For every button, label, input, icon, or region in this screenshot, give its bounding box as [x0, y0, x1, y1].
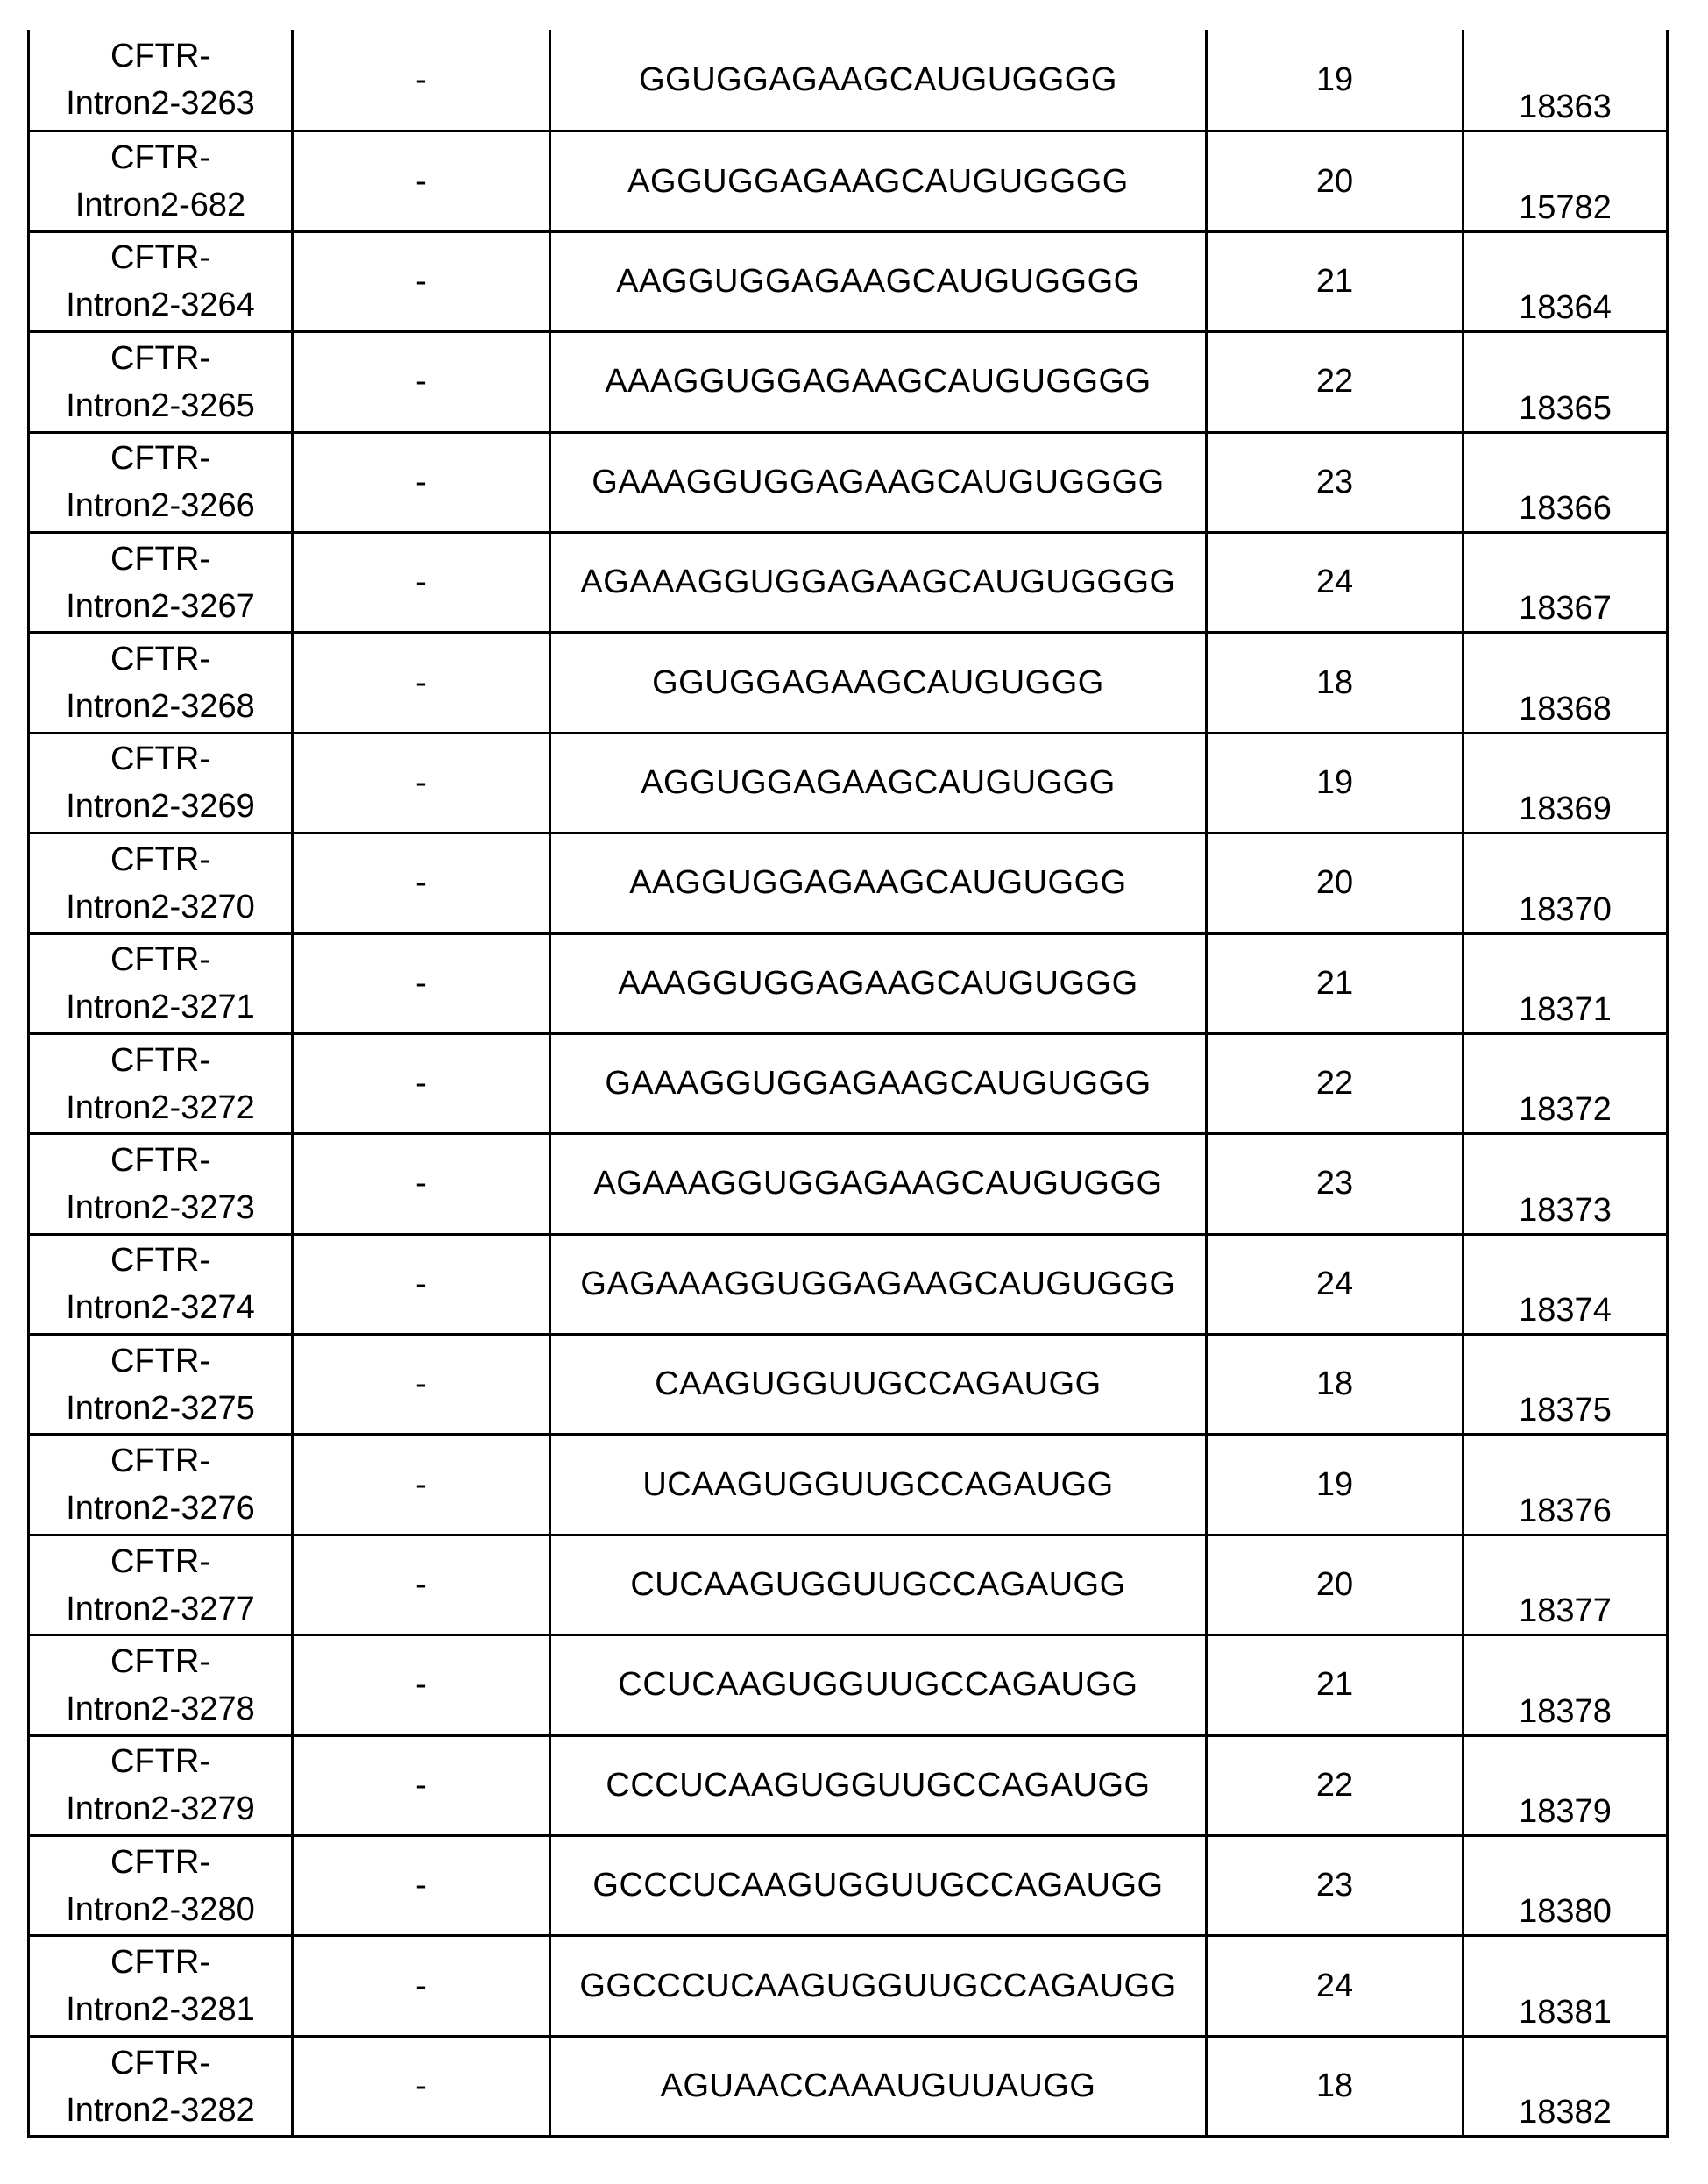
sequence-cell: GAGAAAGGUGGAGAAGCAUGUGGG: [551, 1236, 1208, 1333]
length-cell: 18: [1208, 1336, 1464, 1433]
table-row: [30, 1433, 1666, 1533]
name-line1: CFTR-: [110, 1743, 210, 1781]
sequence-table: [27, 30, 1669, 2138]
table-row: [30, 230, 1666, 330]
name-cell: [30, 1135, 294, 1232]
name-line2: Intron2-3263: [66, 85, 255, 123]
seq-id-cell: 18371: [1519, 990, 1612, 1028]
sequence-cell: GGUGGAGAAGCAUGUGGG: [551, 634, 1208, 731]
name-line1: CFTR-: [110, 741, 210, 778]
name-line1: CFTR-: [110, 440, 210, 478]
sequence-cell: CAAGUGGUUGCCAGAUGG: [551, 1336, 1208, 1433]
name-cell: [30, 734, 294, 832]
length-cell: 19: [1208, 30, 1464, 130]
name-line2: Intron2-682: [74, 187, 246, 224]
seq-id-cell: 18367: [1519, 590, 1612, 628]
seq-id-cell: 18382: [1519, 2094, 1612, 2131]
modification-cell: -: [294, 1737, 551, 1834]
length-cell: 21: [1208, 935, 1464, 1032]
name-line1: CFTR-: [110, 1041, 210, 1079]
sequence-cell: AGGUGGAGAAGCAUGUGGG: [551, 734, 1208, 832]
name-cell: [30, 1035, 294, 1132]
sequence-cell: CUCAAGUGGUUGCCAGAUGG: [551, 1536, 1208, 1634]
name-line2: Intron2-3273: [66, 1188, 255, 1226]
sequence-cell: AAAGGUGGAGAAGCAUGUGGGG: [551, 333, 1208, 430]
length-cell: 19: [1208, 734, 1464, 832]
seq-id-cell: 18381: [1519, 1993, 1612, 2031]
table-row: [30, 1734, 1666, 1834]
sequence-cell: AGUAACCAAAUGUUAUGG: [551, 2038, 1208, 2135]
name-cell: [30, 1436, 294, 1533]
name-line2: Intron2-3277: [66, 1590, 255, 1627]
modification-cell: -: [294, 1436, 551, 1533]
name-cell: [30, 834, 294, 932]
table-row: [30, 30, 1666, 130]
name-line1: CFTR-: [110, 38, 210, 75]
modification-cell: -: [294, 1636, 551, 1734]
name-line1: CFTR-: [110, 1542, 210, 1580]
name-line1: CFTR-: [110, 239, 210, 277]
name-line2: Intron2-3281: [66, 1991, 255, 2029]
name-line2: Intron2-3271: [66, 989, 255, 1026]
modification-cell: -: [294, 834, 551, 932]
name-line1: CFTR-: [110, 1843, 210, 1881]
table-row: [30, 932, 1666, 1032]
sequence-cell: GAAAGGUGGAGAAGCAUGUGGGG: [551, 434, 1208, 531]
seq-id-cell: 18375: [1519, 1392, 1612, 1429]
length-cell: 24: [1208, 534, 1464, 631]
seq-id-cell: 18363: [1519, 89, 1612, 126]
name-cell: [30, 1937, 294, 2034]
name-cell: [30, 534, 294, 631]
table-row: [30, 1634, 1666, 1734]
name-line1: CFTR-: [110, 840, 210, 878]
modification-cell: -: [294, 1536, 551, 1634]
table-row: [30, 2035, 1666, 2135]
length-cell: 23: [1208, 434, 1464, 531]
name-line2: Intron2-3266: [66, 487, 255, 525]
name-line1: CFTR-: [110, 339, 210, 377]
name-line2: Intron2-3274: [66, 1289, 255, 1327]
name-line2: Intron2-3279: [66, 1790, 255, 1828]
name-cell: [30, 2038, 294, 2135]
name-line2: Intron2-3278: [66, 1690, 255, 1727]
modification-cell: -: [294, 534, 551, 631]
sequence-cell: GCCCUCAAGUGGUUGCCAGAUGG: [551, 1837, 1208, 1934]
sequence-cell: AAGGUGGAGAAGCAUGUGGGG: [551, 233, 1208, 330]
seq-id-cell: 18377: [1519, 1592, 1612, 1630]
sequence-cell: AAGGUGGAGAAGCAUGUGGG: [551, 834, 1208, 932]
table-row: [30, 1233, 1666, 1333]
modification-cell: -: [294, 634, 551, 731]
table-row: [30, 330, 1666, 430]
seq-id-cell: 18374: [1519, 1292, 1612, 1330]
seq-id-cell: 18370: [1519, 890, 1612, 928]
sequence-cell: GGUGGAGAAGCAUGUGGGG: [551, 30, 1208, 130]
table-row: [30, 531, 1666, 631]
table-row: [30, 1132, 1666, 1232]
length-cell: 21: [1208, 233, 1464, 330]
name-line2: Intron2-3282: [66, 2091, 255, 2129]
table-row: [30, 431, 1666, 531]
length-cell: 18: [1208, 2038, 1464, 2135]
table-row: [30, 1534, 1666, 1634]
modification-cell: -: [294, 434, 551, 531]
seq-id-cell: 18368: [1519, 690, 1612, 727]
modification-cell: -: [294, 1336, 551, 1433]
name-line1: CFTR-: [110, 2044, 210, 2081]
table-row: [30, 832, 1666, 932]
seq-id-cell: 18369: [1519, 791, 1612, 828]
name-cell: [30, 935, 294, 1032]
modification-cell: -: [294, 233, 551, 330]
length-cell: 18: [1208, 634, 1464, 731]
name-line2: Intron2-3270: [66, 888, 255, 925]
name-line2: Intron2-3265: [66, 386, 255, 424]
seq-id-cell: 18372: [1519, 1091, 1612, 1129]
sequence-cell: AGAAAGGUGGAGAAGCAUGUGGG: [551, 1135, 1208, 1232]
name-line1: CFTR-: [110, 1242, 210, 1280]
table-row: [30, 1934, 1666, 2034]
name-cell: [30, 1636, 294, 1734]
length-cell: 19: [1208, 1436, 1464, 1533]
seq-id-cell: 18366: [1519, 489, 1612, 527]
sequence-cell: CCCUCAAGUGGUUGCCAGAUGG: [551, 1737, 1208, 1834]
length-cell: 23: [1208, 1837, 1464, 1934]
seq-id-cell: 18380: [1519, 1893, 1612, 1931]
sequence-cell: AGAAAGGUGGAGAAGCAUGUGGGG: [551, 534, 1208, 631]
length-cell: 22: [1208, 1737, 1464, 1834]
name-line1: CFTR-: [110, 941, 210, 979]
table-row: [30, 631, 1666, 731]
name-line1: CFTR-: [110, 1443, 210, 1480]
name-cell: [30, 1336, 294, 1433]
length-cell: 20: [1208, 834, 1464, 932]
length-cell: 24: [1208, 1236, 1464, 1333]
table-row: [30, 1333, 1666, 1433]
name-line2: Intron2-3264: [66, 287, 255, 324]
name-line1: CFTR-: [110, 540, 210, 578]
name-cell: [30, 1536, 294, 1634]
length-cell: 20: [1208, 1536, 1464, 1634]
table-row: [30, 1834, 1666, 1934]
name-cell: [30, 1737, 294, 1834]
modification-cell: -: [294, 935, 551, 1032]
length-cell: 21: [1208, 1636, 1464, 1734]
seq-id-cell: 18378: [1519, 1692, 1612, 1730]
modification-cell: -: [294, 2038, 551, 2135]
name-line1: CFTR-: [110, 1944, 210, 1982]
name-line1: CFTR-: [110, 1342, 210, 1379]
name-cell: [30, 233, 294, 330]
name-cell: [30, 434, 294, 531]
modification-cell: -: [294, 1937, 551, 2034]
seq-id-cell: 18376: [1519, 1492, 1612, 1529]
name-line2: Intron2-3269: [66, 788, 255, 826]
modification-cell: -: [294, 1236, 551, 1333]
name-line2: Intron2-3272: [66, 1088, 255, 1126]
table-row: [30, 1032, 1666, 1132]
modification-cell: -: [294, 1035, 551, 1132]
sequence-cell: GGCCCUCAAGUGGUUGCCAGAUGG: [551, 1937, 1208, 2034]
name-line2: Intron2-3280: [66, 1890, 255, 1928]
table-row: [30, 130, 1666, 230]
seq-id-cell: 18364: [1519, 289, 1612, 327]
name-cell: [30, 634, 294, 731]
name-line2: Intron2-3275: [66, 1389, 255, 1427]
length-cell: 24: [1208, 1937, 1464, 2034]
name-line2: Intron2-3267: [66, 587, 255, 625]
seq-id-cell: 15782: [1519, 188, 1612, 226]
name-line1: CFTR-: [110, 139, 210, 177]
name-cell: [30, 333, 294, 430]
sequence-cell: AAAGGUGGAGAAGCAUGUGGG: [551, 935, 1208, 1032]
name-cell: [30, 132, 294, 230]
name-line1: CFTR-: [110, 641, 210, 678]
length-cell: 22: [1208, 333, 1464, 430]
length-cell: 23: [1208, 1135, 1464, 1232]
name-cell: [30, 30, 294, 130]
name-cell: [30, 1236, 294, 1333]
modification-cell: -: [294, 734, 551, 832]
name-line2: Intron2-3276: [66, 1490, 255, 1528]
seq-id-cell: 18365: [1519, 389, 1612, 427]
modification-cell: -: [294, 1837, 551, 1934]
modification-cell: -: [294, 30, 551, 130]
seq-id-cell: 18373: [1519, 1191, 1612, 1229]
sequence-cell: AGGUGGAGAAGCAUGUGGGG: [551, 132, 1208, 230]
modification-cell: -: [294, 132, 551, 230]
name-line2: Intron2-3268: [66, 688, 255, 726]
sequence-cell: CCUCAAGUGGUUGCCAGAUGG: [551, 1636, 1208, 1734]
modification-cell: -: [294, 1135, 551, 1232]
sequence-cell: GAAAGGUGGAGAAGCAUGUGGG: [551, 1035, 1208, 1132]
name-line1: CFTR-: [110, 1141, 210, 1179]
sequence-cell: UCAAGUGGUUGCCAGAUGG: [551, 1436, 1208, 1533]
table-row: [30, 732, 1666, 832]
modification-cell: -: [294, 333, 551, 430]
name-cell: [30, 1837, 294, 1934]
length-cell: 20: [1208, 132, 1464, 230]
name-line1: CFTR-: [110, 1642, 210, 1680]
length-cell: 22: [1208, 1035, 1464, 1132]
seq-id-cell: 18379: [1519, 1793, 1612, 1831]
